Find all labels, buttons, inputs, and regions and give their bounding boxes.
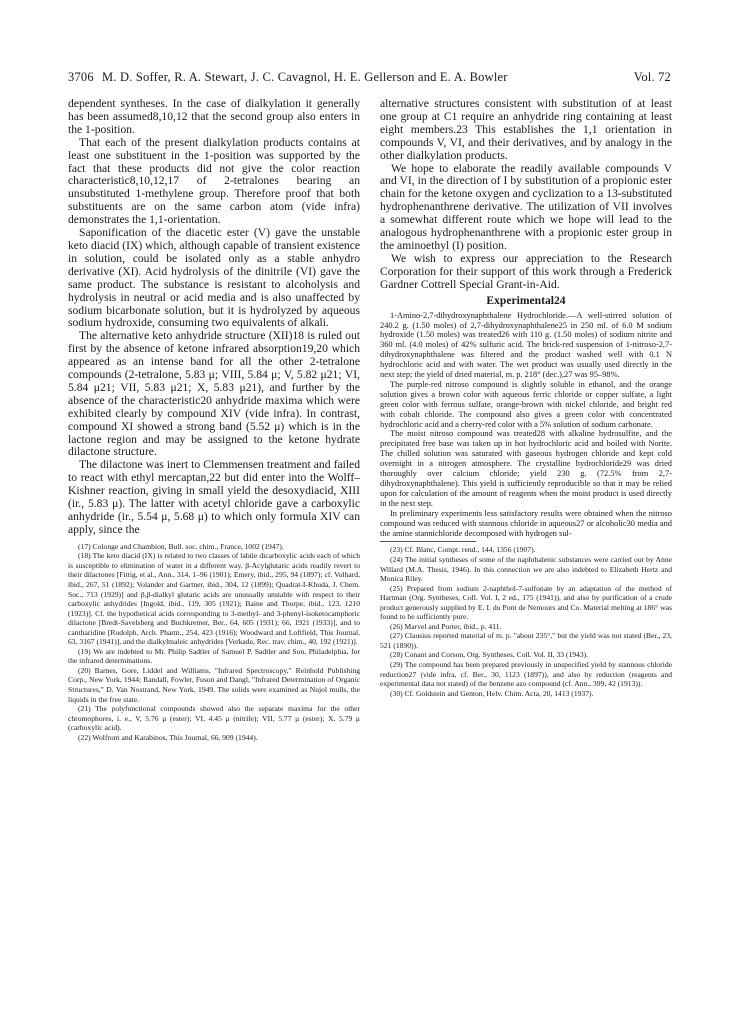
author-line: M. D. Soffer, R. A. Stewart, J. C. Cavagnol, H. E. Gellerson and E. A. Bowler <box>102 70 508 84</box>
footnotes-left <box>68 542 360 742</box>
body-paragraph: dependent syntheses. In the case of dialkylation it generally has been assumed8,10,12 that the second group also enters in the 1-position. <box>68 97 360 136</box>
body-paragraph: Saponification of the diacetic ester (V) gave the unstable keto diacid (IX) which, although capable of transient existence in solution, could be isolated only as a stable anhydro derivative (XI). Acid hydrolysis of the dinitrile (VI) gave the same product. The substance is resistant to alcoholysis and hydrolysis in neutral or acid media and is also unaffected by sodium bicarbonate solution, but it is hydrolyzed by aqueous sodium hydroxide, consuming two equivalents of alkali. <box>68 226 360 330</box>
right-column <box>380 98 672 698</box>
footnote: (26) Marvel and Porter, ibid., p. 411. <box>390 621 502 631</box>
experimental-paragraph: The purple-red nitroso compound is slightly soluble in ethanol, and the orange solution gives a brown color with aqueous ferric chloride or copper sulfate, a light green color with ferrous sulfate, orange-brown with nickel chloride, and bright red with cobalt chloride. The compound also gives a green color with concentrated hydrochloric acid and a cherry-red color with a 5% solution of sodium carbonate. <box>380 379 672 429</box>
footnote: (30) Cf. Goldstein and Genton, Helv. Chim. Acta, 20, 1413 (1937). <box>390 688 594 698</box>
footnote: (21) The polyfunctional compounds showed also the separate maxima for the other chromophores, i. e., V, 5.76 μ (ester); VI, 4.45 μ (nitrile); VII, 5.77 μ (ester); X, 5.79 μ (carboxylic acid). <box>68 704 360 733</box>
footnote: (20) Barnes, Gore, Liddel and Williams, "Infrared Spectroscopy," Reinhold Publishing Corp., New York, 1944; Randall, Fowler, Fuson and Dangl, "Infrared Determination of Organic Structures," D. Van Nostrand, New York, 1949. The solids were examined as Nujol mulls, the liquids in the free state. <box>68 665 360 704</box>
body-paragraph: That each of the present dialkylation products contains at least one substituent in the 1-position was supported by the fact that these products did not give the color reaction characteristic8,10,12,17 of 2-tetralones bearing an unsubstituted 1-methylene group. Therefore proof that both substituents are on the same carbon atom (vide infra) demonstrates the 1,1-orientation. <box>68 135 360 227</box>
footnote: (18) The keto diacid (IX) is related to two classes of labile dicarboxylic acids each of which is susceptible to elimination of water in a different way. β-Acylglutaric acids readily revert to their dilactones [Fittig, et al., Ann., 314, 1–96 (1901); Emery, ibid., 295, 94 (1897); cf. Volhard, ibid., 267, 51 (1892); Volander and Gartner, ibid., 304, 12 (1899); Quadrat-I-Khuda, J. Chem. Soc., 713 (1929)] and β,β-dialkyl glutaric acids are unusually unstable with respect to their carboxylic anhydrides [Ingold, ibid., 119, 305 (1921); Baine and Thorpe, ibid., 123, 1210 (1923)]. Cf. the hypothetical acids corresponding to 3-methyl- and 3-phenyl-isoketocamphoric dilactone [Bredt-Savelsberg and Buchkremer, Ber., 64, 605 (1931); 66, 1921 (1933)], and to cantharidine [Rudolph, Arch. Pharm., 254, 423 (1916); Woodward and Loftfield, This Journal, 63, 3167 (1941)], and the dialkylmaleic anhydrides [Verkade, Rec. trav. chim., 40, 192 (1921)]. <box>68 551 360 647</box>
experimental-paragraph: The moist nitroso compound was treated28 with alkaline hydrosulfite, and the precipitated free base was taken up in hot hydrochloric acid and boiled with Norite. The chilled solution was saturated with gaseous hydrogen chloride and kept cold overnight in a nitrogen atmosphere. The crystalline hydrochloride29 was dried thoroughly over calcium chloride; yield 230 g. (72.5% from 2,7-dihydroxynaphthalene). This yield is sufficiently reproducible so that it may be relied upon for calculation of the amount of reagents when the moist product is used directly in the next step. <box>380 429 672 508</box>
footnote: (17) Colonge and Chambion, Bull. soc. chim., France, 1002 (1947). <box>78 541 284 551</box>
body-paragraph: The dilactone was inert to Clemmensen treatment and failed to react with ethyl mercaptan,22 but did enter into the Wolff–Kishner reaction, giving in small yield the desoxydiacid, XIII (ir., 5.83 μ). The latter with acetyl chloride gave a carboxylic anhydride (ir., 5.54 μ, 5.68 μ) to which only formula XIV can apply, since the <box>68 458 360 536</box>
body-paragraph: alternative structures consistent with substitution of at least one group at C1 require an anhydride ring containing at least eight members.23 This establishes the 1,1 orientation in compounds V, VI, and their derivatives, and by analogy in the other dialkylation products. <box>380 97 672 162</box>
footnote: (25) Prepared from sodium 2-naphthol-7-sulfonate by an adaptation of the method of Hartman (Org. Syntheses, Coll. Vol. I, 2 ed., 175 (1941)), and also by purification of a crude product generously supplied by E. I. du Pont de Nemours and Co. Material melting at 186° was found to be sufficiently pure. <box>380 583 672 622</box>
running-head <box>68 70 671 86</box>
page-number: 3706 <box>68 70 94 84</box>
left-column <box>68 98 360 742</box>
footnote: (23) Cf. Blanc, Compt. rend., 144, 1356 (1907). <box>390 545 536 555</box>
experimental-paragraph: 1-Amino-2,7-dihydroxynaphthalene Hydrochloride.—A well-stirred solution of 240.2 g. (1.50 moles) of 2,7-dihydroxynaphthalene25 in 250 ml. of 6.0 M sodium hydroxide (1.50 moles) was treated26 with 110 g. (1.50 moles) of sodium nitrite and 360 ml. (4.0 moles) of 42% sulfuric acid. The brick-red suspension of 1-nitroso-2,7-dihydroxynaphthalene was filtered and the product washed well with 0.1 N hydrochloric acid and with water. The wet product was usually used directly in the next step; the yield of dried material, m. p. 218° (dec.),27 was 95–98%. <box>380 310 672 380</box>
section-title-experimental: Experimental24 <box>486 293 566 307</box>
body-paragraph: We hope to elaborate the readily available compounds V and VI, in the direction of I by substitution of a propionic ester chain for the ketone oxygen and cyclization to a 13-substituted hydrophenanthrene derivative. The utilization of VII involves a somewhat different route which we hope will lead to the analogous hydrophenanthrene with a propionic ester group in the aminoethyl (I) position. <box>380 161 672 252</box>
body-paragraph: We wish to express our appreciation to the Research Corporation for their support of this work through a Frederick Gardner Cottrell Special Grant-in-Aid. <box>380 251 672 291</box>
footnote: (22) Wolfrom and Karabinos, This Journal, 66, 909 (1944). <box>78 732 258 742</box>
footnote: (28) Conant and Corson, Org. Syntheses, Coll. Vol. II, 33 (1943). <box>390 650 589 660</box>
footnote: (27) Clausius reported material of m. p. "about 235°," but the yield was not stated (Ber., 23, 521 (1890)). <box>380 631 672 650</box>
volume-label: Vol. 72 <box>633 70 671 84</box>
footnotes-right <box>380 545 672 698</box>
experimental-paragraph: In preliminary experiments less satisfactory results were obtained when the nitroso compound was reduced with stannous chloride in aqueous27 or alcoholic30 media and the amine stannichloride decomposed with hydrogen sul- <box>380 508 672 538</box>
footnote: (19) We are indebted to Mr. Philip Sadtler of Samuel P. Sadtler and Son, Philadelphia, for the infrared determinations. <box>68 646 360 666</box>
footnote: (24) The initial syntheses of some of the naphthalenic substances were carried out by Anne Willard (M.A. Thesis, 1946). In this connection we are also indebted to Elizabeth Hertz and Monica Riley. <box>380 554 672 584</box>
footnote: (29) The compound has been prepared previously in unspecified yield by stannous chloride reduction27 (vide infra, cf. Ber., 30, 1123 (1897)), and also by reduction (reagents and experimental data not stated) of the benzene azo compound (cf. Ann., 399, 42 (1913)). <box>380 660 672 689</box>
body-paragraph: The alternative keto anhydride structure (XII)18 is ruled out first by the absence of ketone infrared absorption19,20 which appeared as an intense band for all the other 2-tetralone compounds (2-tetralone, 5.83 μ; VIII, 5.84 μ; V, 5.82 μ21; VI, 5.84 μ21; VII, 5.83 μ21; X, 5.83 μ21), and further by the absence of the characteristic20 anhydride maxima which were exhibited clearly by compound XIV (vide infra). In contrast, compound XI showed a strong band (5.52 μ) which is in the lactone region and may be assigned to the ketone hydrate dilactone structure. <box>68 329 360 459</box>
footnote-divider <box>380 541 476 542</box>
